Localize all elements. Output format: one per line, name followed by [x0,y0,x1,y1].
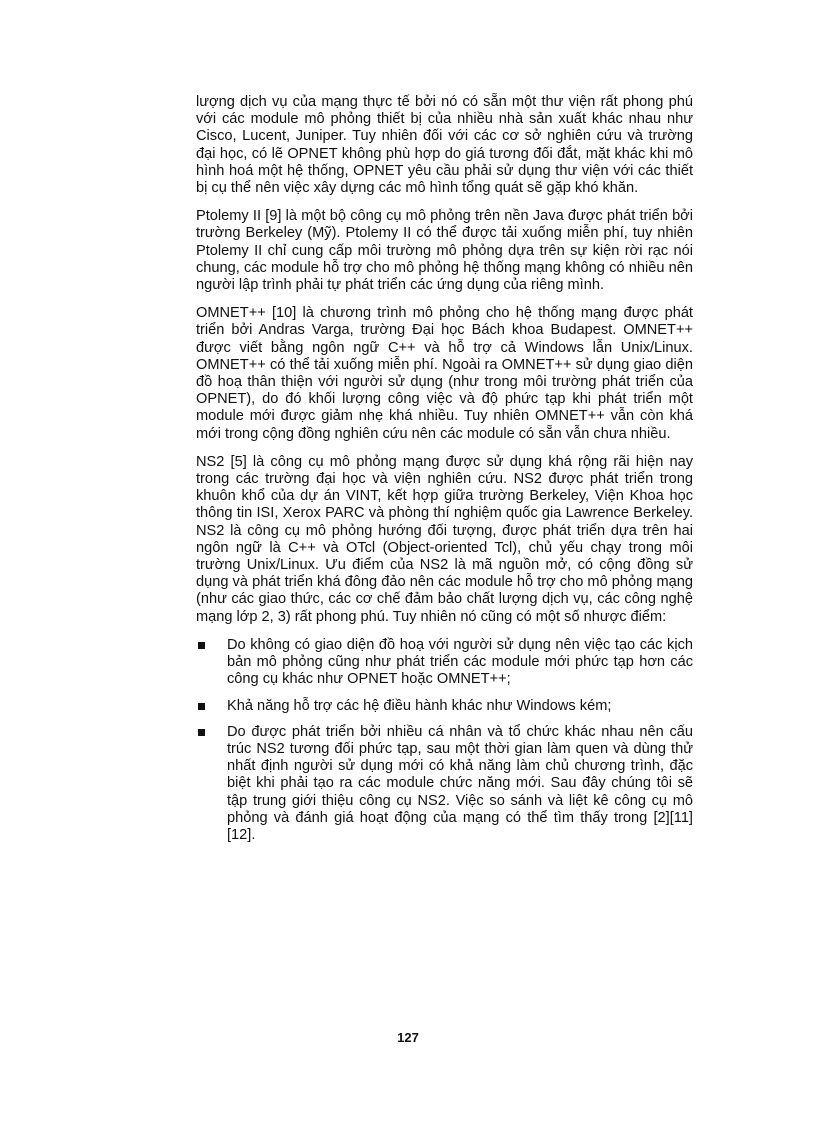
page-body [196,94,693,853]
paragraph-opnet-continued: lượng dịch vụ của mạng thực tế bởi nó có sẵn một thư viện rất phong phú với các module mô phỏng thiết bị của nhiều nhà sản xuất khác nhau như Cisco, Lucent, Juniper. Tuy nhiên đối với các cơ sở nghiên cứu và trường đại học, có lẽ OPNET không phù hợp do giá tương đối đắt, mặt khác khi mô hình hoá một hệ thống, OPNET yêu cầu phải sử dụng thư viện với các thiết bị cụ thể nên việc xây dựng các mô hình tổng quát sẽ gặp khó khăn. [196,94,693,197]
list-item-text: Do không có giao diện đồ hoạ với người sử dụng nên việc tạo các kịch bản mô phỏng cũng như phát triển các module mới phức tạp hơn các công cụ khác như OPNET hoặc OMNET++; [227,636,693,688]
paragraph-ptolemy: Ptolemy II [9] là một bộ công cụ mô phỏng trên nền Java được phát triển bởi trường Berkeley (Mỹ). Ptolemy II có thể được tải xuống miễn phí, tuy nhiên Ptolemy II chỉ cung cấp môi trường mô phỏng dựa trên sự kiện rời rạc nói chung, các module hỗ trợ cho mô phỏng hệ thống mạng không có nhiều nên người lập trình phải tự phát triển các ứng dụng của riêng mình. [196,208,693,294]
square-bullet-icon [198,729,205,736]
ns2-drawbacks-list [196,637,693,844]
list-item-text: Do được phát triển bởi nhiều cá nhân và tổ chức khác nhau nên cấu trúc NS2 tương đối phức tạp, sau một thời gian làm quen và dùng thử nhất định người sử dụng mới có khả năng làm chủ chương trình, đặc biệt khi phải tạo ra các module chức năng mới. Sau đây chúng tôi sẽ tập trung giới thiệu công cụ NS2. Việc so sánh và liệt kê công cụ mô phỏng và đánh giá hoạt động của mạng có thể tìm thấy trong [2][11][12]. [227,723,693,843]
page-number: 127 [397,1030,419,1045]
paragraph-ns2: NS2 [5] là công cụ mô phỏng mạng được sử dụng khá rộng rãi hiện nay trong các trường đại học và viện nghiên cứu. NS2 được phát triển trong khuôn khổ của dự án VINT, kết hợp giữa trường Berkeley, Viện Khoa học thông tin ISI, Xerox PARC và phòng thí nghiệm quốc gia Lawrence Berkeley. NS2 là công cụ mô phỏng hướng đối tượng, được phát triển dựa trên hai ngôn ngữ là C++ và OTcl (Object-oriented Tcl), chủ yếu chạy trong môi trường Unix/Linux. Ưu điểm của NS2 là mã nguồn mở, có cộng đồng sử dụng và phát triển khá đông đảo nên các module hỗ trợ cho mô phỏng mạng (như các giao thức, các cơ chế đảm bảo chất lượng dịch vụ, các công nghệ mạng lớp 2, 3) rất phong phú. Tuy nhiên nó cũng có một số nhược điểm: [196,453,693,625]
square-bullet-icon [198,703,205,710]
list-item [196,724,693,844]
list-item-text: Khả năng hỗ trợ các hệ điều hành khác như Windows kém; [227,697,612,714]
paragraph-omnet: OMNET++ [10] là chương trình mô phỏng cho hệ thống mạng được phát triển bởi Andras Varga, trường Đại học Bách khoa Budapest. OMNET++ được viết bằng ngôn ngữ C++ và hỗ trợ cả Windows lẫn Unix/Linux. OMNET++ có thể tải xuống miễn phí. Ngoài ra OMNET++ sử dụng giao diện đồ hoạ thân thiện với người sử dụng (như trong môi trường phát triển của OPNET), do đó khối lượng công việc và độ phức tạp khi phát triển một module mới được giảm nhẹ khá nhiều. Tuy nhiên OMNET++ vẫn còn khá mới trong cộng đồng nghiên cứu nên các module có sẵn vẫn chưa nhiều. [196,305,693,442]
list-item [196,637,693,689]
list-item [196,698,693,715]
square-bullet-icon [198,642,205,649]
